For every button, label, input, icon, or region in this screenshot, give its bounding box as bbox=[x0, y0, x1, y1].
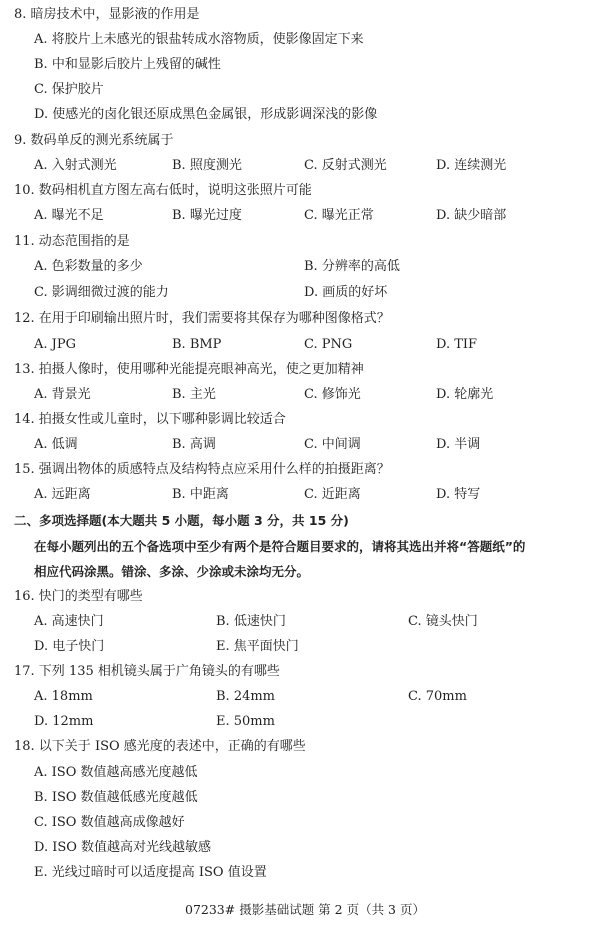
q15-stem: 15. 强调出物体的质感特点及结构特点应采用什么样的拍摄距离？ bbox=[14, 462, 390, 477]
page-footer: 07233# 摄影基础试题 第 2 页（共 3 页） bbox=[185, 902, 425, 917]
q11-option-d: D. 画质的好坏 bbox=[304, 285, 388, 300]
q8-option-a: A. 将胶片上未感光的银盐转成水溶物质，使影像固定下来 bbox=[34, 32, 364, 47]
q17-option-d: D. 12mm bbox=[34, 714, 94, 729]
q13-option-d: D. 轮廓光 bbox=[436, 387, 494, 402]
q16-option-c: C. 镜头快门 bbox=[408, 614, 478, 629]
q11-option-a: A. 色彩数量的多少 bbox=[34, 259, 143, 274]
q16-option-d: D. 电子快门 bbox=[34, 639, 105, 654]
q16-option-a: A. 高速快门 bbox=[34, 614, 104, 629]
q17-option-c: C. 70mm bbox=[408, 689, 467, 704]
q10-stem: 10. 数码相机直方图左高右低时，说明这张照片可能 bbox=[14, 183, 312, 198]
q14-option-a: A. 低调 bbox=[34, 437, 78, 452]
q18-option-e: E. 光线过暗时可以适度提高 ISO 值设置 bbox=[34, 865, 267, 880]
q17-option-b: B. 24mm bbox=[216, 689, 276, 704]
q18-option-b: B. ISO 数值越低感光度越低 bbox=[34, 790, 198, 805]
q13-option-a: A. 背景光 bbox=[34, 387, 91, 402]
q18-option-d: D. ISO 数值越高对光线越敏感 bbox=[34, 840, 212, 855]
q11-stem: 11. 动态范围指的是 bbox=[14, 234, 130, 249]
q10-option-b: B. 曝光过度 bbox=[172, 208, 242, 223]
q18-stem: 18. 以下关于 ISO 感光度的表述中，正确的有哪些 bbox=[14, 739, 306, 754]
q9-option-a: A. 入射式测光 bbox=[34, 158, 117, 173]
q16-option-b: B. 低速快门 bbox=[216, 614, 286, 629]
q13-option-b: B. 主光 bbox=[172, 387, 216, 402]
q17-stem: 17. 下列 135 相机镜头属于广角镜头的有哪些 bbox=[14, 664, 280, 679]
q16-option-e: E. 焦平面快门 bbox=[216, 639, 299, 654]
q15-option-d: D. 特写 bbox=[436, 487, 481, 502]
q10-option-a: A. 曝光不足 bbox=[34, 208, 104, 223]
q9-stem: 9. 数码单反的测光系统属于 bbox=[14, 133, 174, 148]
q12-stem: 12. 在用于印刷输出照片时，我们需要将其保存为哪种图像格式？ bbox=[14, 311, 390, 326]
q11-option-c: C. 影调细微过渡的能力 bbox=[34, 285, 169, 300]
q15-option-a: A. 远距离 bbox=[34, 487, 91, 502]
q14-option-d: D. 半调 bbox=[436, 437, 481, 452]
q17-option-a: A. 18mm bbox=[34, 689, 93, 704]
q17-option-e: E. 50mm bbox=[216, 714, 275, 729]
q10-option-c: C. 曝光正常 bbox=[304, 208, 374, 223]
q12-option-c: C. PNG bbox=[304, 337, 353, 352]
q8-option-d: D. 使感光的卤化银还原成黑色金属银，形成影调深浅的影像 bbox=[34, 107, 378, 122]
q13-option-c: C. 修饰光 bbox=[304, 387, 361, 402]
section-heading: 二、多项选择题(本大题共 5 小题，每小题 3 分，共 15 分) bbox=[14, 513, 349, 528]
q13-stem: 13. 拍摄人像时，使用哪种光能提亮眼神高光，使之更加精神 bbox=[14, 362, 364, 377]
q12-option-a: A. JPG bbox=[34, 337, 76, 352]
q12-option-d: D. TIF bbox=[436, 337, 478, 352]
q12-option-b: B. BMP bbox=[172, 337, 222, 352]
q15-option-c: C. 近距离 bbox=[304, 487, 361, 502]
q14-option-c: C. 中间调 bbox=[304, 437, 361, 452]
q16-stem: 16. 快门的类型有哪些 bbox=[14, 589, 143, 604]
q15-option-b: B. 中距离 bbox=[172, 487, 229, 502]
q8-option-b: B. 中和显影后胶片上残留的碱性 bbox=[34, 57, 221, 72]
q9-option-d: D. 连续测光 bbox=[436, 158, 507, 173]
q14-option-b: B. 高调 bbox=[172, 437, 216, 452]
section-instruction-1: 在每小题列出的五个备选项中至少有两个是符合题目要求的，请将其选出并将“答题纸”的 bbox=[34, 539, 526, 554]
q8-stem: 8. 暗房技术中，显影液的作用是 bbox=[14, 7, 200, 22]
q14-stem: 14. 拍摄女性或儿童时，以下哪种影调比较适合 bbox=[14, 412, 286, 427]
q18-option-c: C. ISO 数值越高成像越好 bbox=[34, 815, 185, 830]
section-instruction-2: 相应代码涂黑。错涂、多涂、少涂或未涂均无分。 bbox=[34, 564, 310, 579]
q10-option-d: D. 缺少暗部 bbox=[436, 208, 507, 223]
q8-option-c: C. 保护胶片 bbox=[34, 82, 104, 97]
q9-option-b: B. 照度测光 bbox=[172, 158, 242, 173]
q18-option-a: A. ISO 数值越高感光度越低 bbox=[34, 765, 198, 780]
q11-option-b: B. 分辨率的高低 bbox=[304, 259, 400, 274]
q9-option-c: C. 反射式测光 bbox=[304, 158, 387, 173]
